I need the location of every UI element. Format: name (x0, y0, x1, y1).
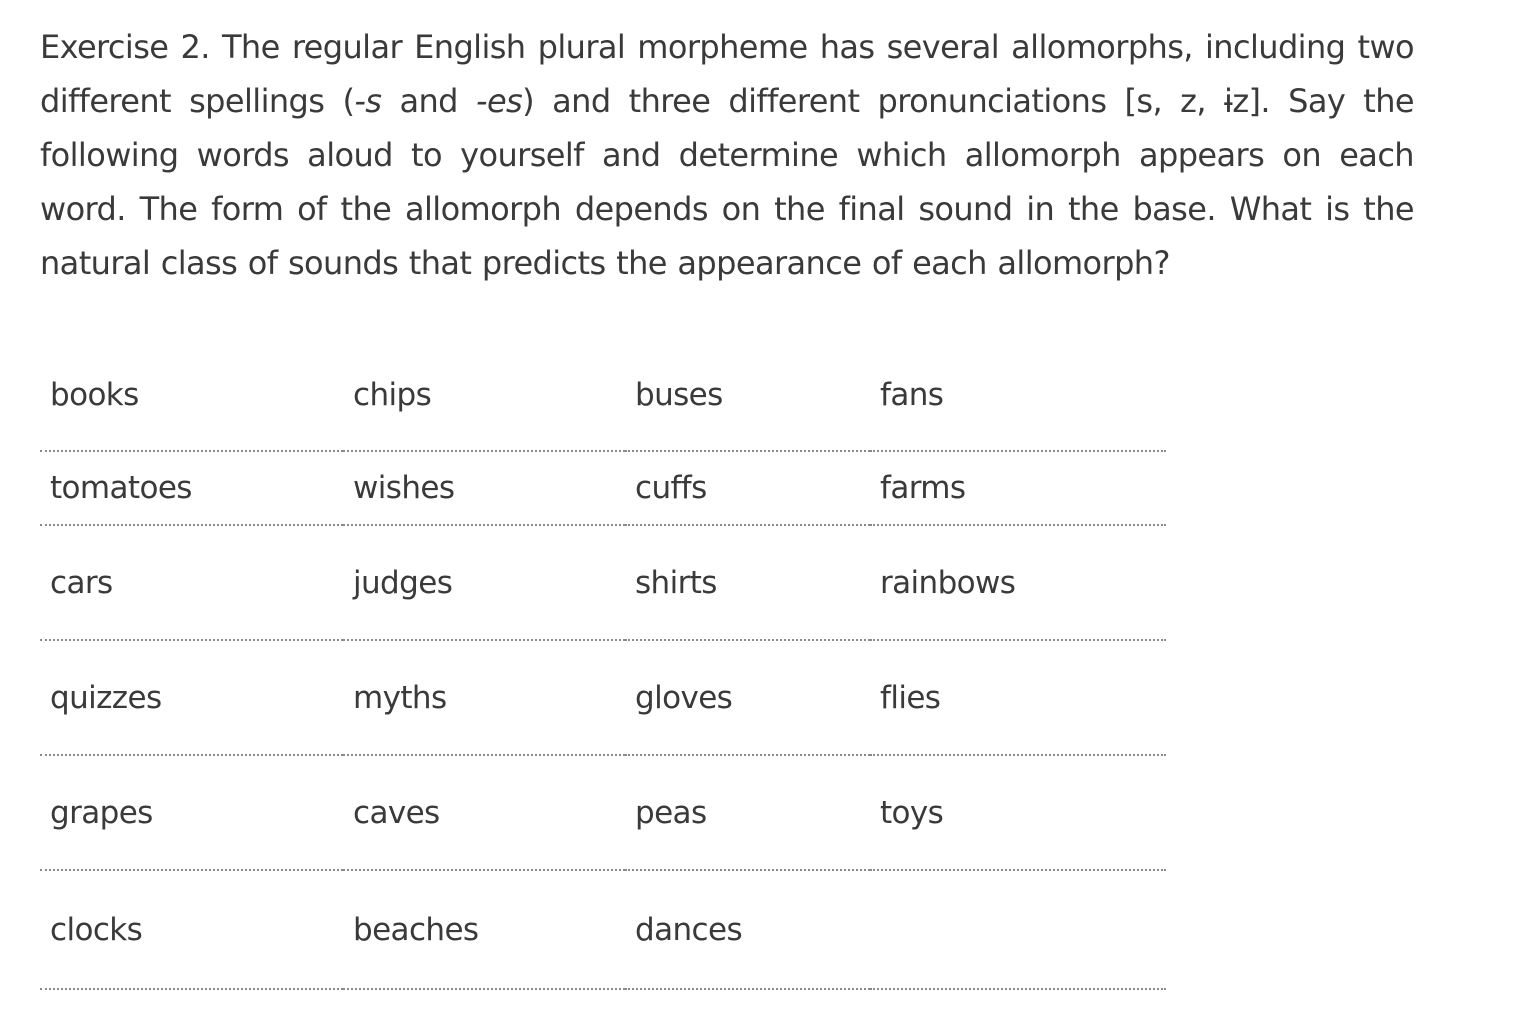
word-cell: beaches (343, 870, 625, 989)
table-row (40, 525, 1166, 640)
table-row (40, 340, 1166, 451)
word-cell: fans (870, 340, 1166, 451)
exercise-label: Exercise 2. (40, 28, 210, 66)
word-cell: grapes (40, 755, 343, 870)
word-cell: myths (343, 640, 625, 755)
word-cell: peas (625, 755, 870, 870)
word-cell: clocks (40, 870, 343, 989)
word-cell: chips (343, 340, 625, 451)
spelling-es: -es (476, 82, 523, 120)
table-row (40, 640, 1166, 755)
word-cell: quizzes (40, 640, 343, 755)
spelling-s: -s (354, 82, 382, 120)
word-cell: rainbows (870, 525, 1166, 640)
word-cell: wishes (343, 451, 625, 525)
prompt-text-3: ) and three different pronunciations [s, z, ɨz]. Say the following words aloud to yourself and determine which allomorph appears on each word. The form of the allomorph depends on the final sound in the base. What is the natural class of sounds that predicts the appearance of each allomorph? (40, 82, 1414, 282)
word-cell: cars (40, 525, 343, 640)
word-cell (870, 870, 1166, 989)
table-row (40, 870, 1166, 989)
word-cell: gloves (625, 640, 870, 755)
word-cell: books (40, 340, 343, 451)
word-cell: dances (625, 870, 870, 989)
word-cell: tomatoes (40, 451, 343, 525)
word-cell: cuffs (625, 451, 870, 525)
word-cell: farms (870, 451, 1166, 525)
word-cell: judges (343, 525, 625, 640)
word-cell: flies (870, 640, 1166, 755)
table-row (40, 755, 1166, 870)
prompt-text-2: and (381, 82, 477, 120)
word-cell: caves (343, 755, 625, 870)
exercise-prompt (40, 20, 1414, 290)
table-row (40, 451, 1166, 525)
prompt-text-1: The regular English plural morpheme has several allomorphs, including two different spellings ( (40, 28, 1414, 120)
word-cell: buses (625, 340, 870, 451)
word-cell: shirts (625, 525, 870, 640)
word-table (40, 340, 1166, 990)
word-cell: toys (870, 755, 1166, 870)
